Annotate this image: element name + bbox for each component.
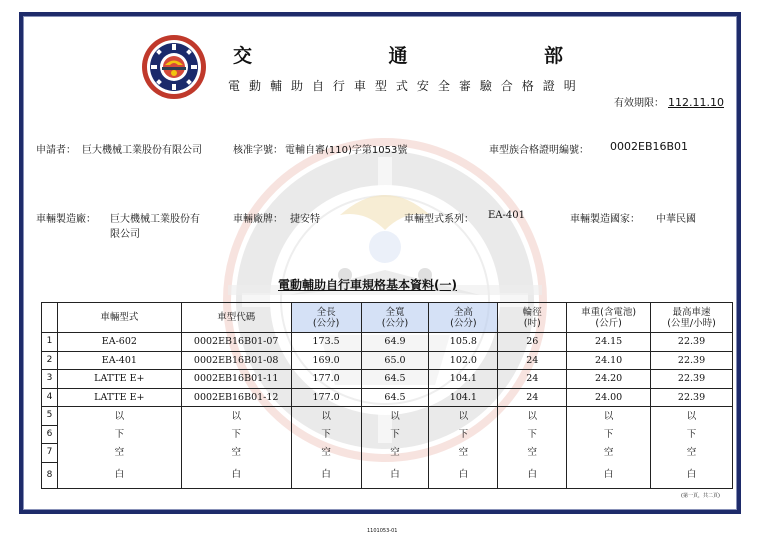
width-cell: 65.0	[361, 351, 429, 370]
blank-row	[42, 425, 733, 444]
code-cell: 0002EB16B01-08	[181, 351, 291, 370]
blank-cell: 以	[651, 407, 733, 426]
blank-cell: 白	[361, 462, 429, 488]
blank-cell: 以	[361, 407, 429, 426]
header-height: 全高 (公分)	[429, 303, 498, 333]
length-cell: 177.0	[291, 388, 361, 407]
applicant-value: 巨大機械工業股份有限公司	[82, 145, 202, 156]
blank-cell: 下	[567, 425, 651, 444]
subtitle-char: 全	[437, 79, 450, 93]
height-cell: 105.8	[429, 333, 498, 352]
width-cell: 64.9	[361, 333, 429, 352]
ministry-char-3: 部	[543, 45, 563, 67]
blank-cell: 白	[291, 462, 361, 488]
blank-cell: 下	[429, 425, 498, 444]
row-index: 5	[42, 407, 58, 426]
row-index: 1	[42, 333, 58, 352]
blank-cell: 下	[361, 425, 429, 444]
table-row	[42, 333, 733, 352]
approval-number-value: 電輔自審(110)字第1053號	[285, 145, 408, 156]
blank-row	[42, 444, 733, 463]
blank-row	[42, 407, 733, 426]
weight-cell: 24.00	[567, 388, 651, 407]
blank-cell: 白	[498, 462, 567, 488]
subtitle-char: 電	[228, 79, 241, 93]
country-value: 中華民國	[656, 214, 696, 225]
blank-cell: 下	[651, 425, 733, 444]
header-speed: 最高車速 (公里/小時)	[651, 303, 733, 333]
subtitle-char: 行	[332, 79, 345, 93]
height-cell: 102.0	[429, 351, 498, 370]
applicant-label: 申請者：	[36, 145, 76, 156]
model-cell: EA-602	[57, 333, 181, 352]
row-index: 4	[42, 388, 58, 407]
header-model: 車輛型式	[57, 303, 181, 333]
width-cell: 64.5	[361, 370, 429, 389]
blank-cell: 以	[567, 407, 651, 426]
code-cell: 0002EB16B01-12	[181, 388, 291, 407]
wheel-cell: 24	[498, 388, 567, 407]
blank-cell: 下	[291, 425, 361, 444]
blank-cell: 空	[429, 444, 498, 463]
blank-cell: 以	[291, 407, 361, 426]
row-index: 8	[42, 462, 58, 488]
subtitle-char: 審	[458, 79, 471, 93]
ministry-emblem-icon	[141, 34, 207, 100]
subtitle-char: 合	[500, 79, 513, 93]
header-code: 車型代碼	[181, 303, 291, 333]
series-label: 車輛型式系列：	[404, 214, 474, 225]
maker-label: 車輛製造廠：	[36, 214, 96, 225]
document-code: 1101053-01	[367, 528, 398, 534]
height-cell: 104.1	[429, 370, 498, 389]
subtitle-char: 安	[416, 79, 429, 93]
speed-cell: 22.39	[651, 351, 733, 370]
model-cell: LATTE E+	[57, 388, 181, 407]
speed-cell: 22.39	[651, 388, 733, 407]
table-row	[42, 351, 733, 370]
blank-cell: 以	[181, 407, 291, 426]
subtitle-char: 證	[542, 79, 555, 93]
cert-number-label: 車型族合格證明編號：	[489, 145, 589, 156]
brand-value: 捷安特	[290, 214, 320, 225]
model-cell: LATTE E+	[57, 370, 181, 389]
subtitle-char: 式	[395, 79, 408, 93]
blank-cell: 空	[291, 444, 361, 463]
blank-cell: 白	[57, 462, 181, 488]
blank-cell: 以	[57, 407, 181, 426]
series-value: EA-401	[488, 210, 525, 221]
header-width: 全寬 (公分)	[361, 303, 429, 333]
blank-row	[42, 462, 733, 488]
wheel-cell: 24	[498, 370, 567, 389]
width-cell: 64.5	[361, 388, 429, 407]
country-label: 車輛製造國家：	[570, 214, 640, 225]
weight-cell: 24.15	[567, 333, 651, 352]
row-index: 7	[42, 444, 58, 463]
weight-cell: 24.10	[567, 351, 651, 370]
header-weight: 車重(含電池) (公斤)	[567, 303, 651, 333]
blank-cell: 空	[498, 444, 567, 463]
speed-cell: 22.39	[651, 333, 733, 352]
blank-cell: 空	[651, 444, 733, 463]
row-index: 2	[42, 351, 58, 370]
blank-cell: 白	[651, 462, 733, 488]
header-index	[42, 303, 58, 333]
subtitle-char: 驗	[479, 79, 492, 93]
subtitle-char: 輔	[269, 79, 282, 93]
subtitle-char: 自	[311, 79, 324, 93]
validity-period	[614, 94, 724, 109]
blank-cell: 以	[498, 407, 567, 426]
row-index: 6	[42, 425, 58, 444]
spec-table-title: 電動輔助自行車規格基本資料(一)	[278, 278, 457, 292]
blank-cell: 空	[181, 444, 291, 463]
code-cell: 0002EB16B01-07	[181, 333, 291, 352]
wheel-cell: 24	[498, 351, 567, 370]
validity-value: 112.11.10	[668, 96, 724, 109]
approval-number-label: 核准字號：	[233, 145, 283, 156]
cert-number-value: 0002EB16B01	[610, 140, 689, 153]
row-index: 3	[42, 370, 58, 389]
table-row	[42, 388, 733, 407]
validity-label: 有效期限：	[614, 98, 664, 109]
blank-cell: 白	[181, 462, 291, 488]
maker-value-line1: 巨大機械工業股份有	[110, 214, 200, 225]
blank-cell: 空	[361, 444, 429, 463]
subtitle-char: 格	[521, 79, 534, 93]
blank-cell: 下	[57, 425, 181, 444]
speed-cell: 22.39	[651, 370, 733, 389]
subtitle-char: 明	[563, 79, 576, 93]
model-cell: EA-401	[57, 351, 181, 370]
header-length: 全長 (公分)	[291, 303, 361, 333]
subtitle-char: 型	[374, 79, 387, 93]
certificate-subtitle	[228, 77, 576, 94]
subtitle-char: 助	[290, 79, 303, 93]
code-cell: 0002EB16B01-11	[181, 370, 291, 389]
subtitle-char: 車	[353, 79, 366, 93]
spec-header-row	[42, 303, 733, 333]
length-cell: 177.0	[291, 370, 361, 389]
maker-value-line2: 限公司	[110, 229, 140, 240]
blank-cell: 下	[498, 425, 567, 444]
spec-table	[41, 302, 733, 489]
height-cell: 104.1	[429, 388, 498, 407]
blank-cell: 白	[567, 462, 651, 488]
header-wheel: 輪徑 (吋)	[498, 303, 567, 333]
length-cell: 173.5	[291, 333, 361, 352]
blank-cell: 下	[181, 425, 291, 444]
ministry-title	[233, 41, 563, 68]
ministry-char-2: 通	[388, 45, 408, 67]
ministry-char-1: 交	[233, 45, 253, 67]
length-cell: 169.0	[291, 351, 361, 370]
table-row	[42, 370, 733, 389]
page-note: (第一頁，共二頁)	[681, 493, 720, 499]
blank-cell: 白	[429, 462, 498, 488]
blank-cell: 空	[57, 444, 181, 463]
weight-cell: 24.20	[567, 370, 651, 389]
blank-cell: 以	[429, 407, 498, 426]
brand-label: 車輛廠牌：	[233, 214, 283, 225]
blank-cell: 空	[567, 444, 651, 463]
wheel-cell: 26	[498, 333, 567, 352]
subtitle-char: 動	[248, 79, 261, 93]
